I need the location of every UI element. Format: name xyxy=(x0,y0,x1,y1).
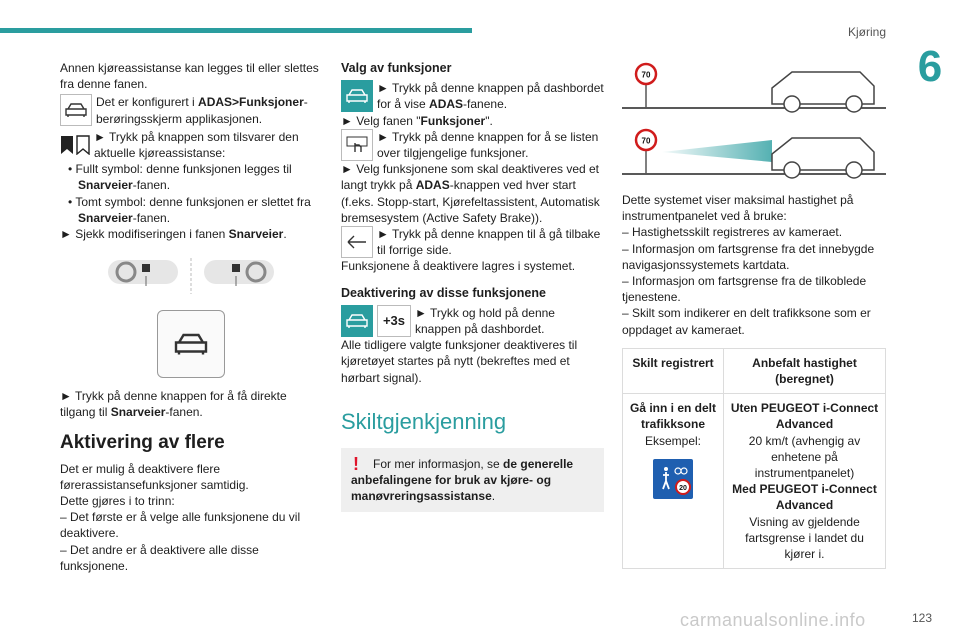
step-2-text: ► Velg fanen "Funksjoner". xyxy=(341,113,493,128)
bookmark-outline-icon xyxy=(76,135,90,155)
press-button-text: ► Trykk på knappen som tilsvarer den aktuelle kjøreassistanse: xyxy=(94,129,299,161)
multi-text-4: – Det andre er å deaktivere alle disse funksjonene. xyxy=(60,542,259,573)
table-row xyxy=(623,394,886,569)
car-icon xyxy=(344,311,370,331)
pedestrian-bicycle-sign-icon xyxy=(653,459,693,499)
table-header-speed: Anbefalt hastighet (beregnet) xyxy=(724,348,886,393)
multi-text-3: – Det første er å velge alle funksjonene du vil deaktivere. xyxy=(60,510,301,541)
list-item-3: – Informasjon om fartsgrense fra de tilkoblede tjenestene. xyxy=(622,274,867,305)
deact-text-1: ► Trykk og hold på denne knappen på dashbordet. xyxy=(415,305,555,337)
check-text: ► Sjekk modifiseringen i fanen Snarveier. xyxy=(60,227,287,242)
road-figure-1 xyxy=(622,60,886,116)
column-right xyxy=(622,60,886,569)
intro-text: Annen kjøreassistanse kan legges til eller slettes fra denne fanen. xyxy=(60,61,319,92)
press-button-row xyxy=(60,129,322,161)
top-accent-bar xyxy=(0,28,472,33)
steering-wheel-icon xyxy=(60,256,322,296)
warning-note-text: For mer informasjon, se de generelle anbefalingene for bruk av kjøre- og manøvreringsassistanse. xyxy=(351,456,574,504)
dashboard-button-row xyxy=(341,80,604,112)
chapter-number: 6 xyxy=(917,42,943,91)
speed-sign-icon xyxy=(636,64,656,84)
step-3-text: ► Trykk på denne knappen for å se listen over tilgjengelige funksjoner. xyxy=(377,129,599,161)
step-4-text: ► Velg funksjonene som skal deaktiveres ved et langt trykk på ADAS-knappen ved hver start (f.eks. Stopp-start, Kjørefeltassistent, Automatisk bremsesystem (Active Safety Brake)). xyxy=(341,162,600,225)
bullet-empty-symbol: • Tomt symbol: denne funksjonen er slettet fra Snarveier-fanen. xyxy=(68,194,311,225)
touch-hand-icon xyxy=(344,135,370,155)
back-button-row xyxy=(341,226,604,258)
zone-speed-text: 20 xyxy=(679,484,687,492)
table-header-sign: Skilt registrert xyxy=(623,348,724,393)
heading-sign-recognition: Skiltgjenkjenning xyxy=(341,408,507,434)
step-6-text: Funksjonene å deaktivere lagres i systemet. xyxy=(341,259,576,274)
deact-text-2: Alle tidligere valgte funksjoner deaktiveres til kjøretøyet startes på nytt (bekreftes med et hørbart signal). xyxy=(341,338,578,385)
hold-3s-icon: +3s xyxy=(377,305,411,337)
adas-hold-icon-box xyxy=(341,305,373,337)
warning-icon: ! xyxy=(353,453,359,474)
multi-text-1: Det er mulig å deaktivere flere førerassistansefunksjoner samtidig. xyxy=(60,461,249,492)
without-connect-value: 20 km/t (avhengig av enhetene på instrumentpanelet) xyxy=(748,433,861,481)
heading-select-functions: Valg av funksjoner xyxy=(341,61,452,75)
shortcut-button[interactable] xyxy=(157,310,225,378)
car-icon xyxy=(344,86,370,106)
step-1-text: ► Trykk på denne knappen på dashbordet for å vise ADAS-fanene. xyxy=(377,81,604,112)
system-description: Dette systemet viser maksimal hastighet på instrumentpanelet ved å bruke: xyxy=(622,193,854,224)
table-cell-sign xyxy=(623,394,724,569)
back-icon-box xyxy=(341,226,373,258)
car-icon xyxy=(63,100,89,120)
list-item-4: – Skilt som indikerer en delt trafikksone som er oppdaget av kameraet. xyxy=(622,306,871,337)
configured-text: Det er konfigurert i ADAS>Funksjoner-berøringsskjerm applikasjonen. xyxy=(96,95,308,126)
configured-row xyxy=(60,94,322,126)
with-connect-label: Med PEUGEOT i-Connect Advanced xyxy=(732,482,877,513)
warning-note xyxy=(341,448,604,513)
speed-sign-text-1: 70 xyxy=(641,70,651,80)
example-label: Eksempel: xyxy=(644,433,702,448)
without-connect-label: Uten PEUGEOT i-Connect Advanced xyxy=(730,401,879,432)
table-cell-speed xyxy=(724,394,886,569)
heading-multiple: Aktivering av flere xyxy=(60,431,225,453)
shortcut-button-figure xyxy=(60,310,322,378)
speed-sign-text-2: 70 xyxy=(641,136,651,146)
step-5-text: ► Trykk på denne knappen til å gå tilbake til forrige side. xyxy=(377,227,601,258)
list-item-1: – Hastighetsskilt registreres av kameraet. xyxy=(622,225,843,240)
page-number: 123 xyxy=(911,611,932,625)
with-connect-value: Visning av gjeldende fartsgrense i landet du kjører i. xyxy=(745,514,864,562)
shared-zone-label: Gå inn i en delt trafikksone xyxy=(629,401,716,432)
back-arrow-icon xyxy=(344,232,370,252)
sign-table xyxy=(622,348,886,569)
touch-button-row xyxy=(341,129,604,161)
multi-text-2: Dette gjøres i to trinn: xyxy=(60,494,175,509)
adas-button-icon-box xyxy=(341,80,373,112)
table-header-row xyxy=(623,348,886,393)
bookmark-icon xyxy=(60,135,74,155)
bookmark-icons xyxy=(60,129,90,161)
heading-deactivate: Deaktivering av disse funksjonene xyxy=(341,285,546,300)
bullet-full-symbol: • Fullt symbol: denne funksjonen legges til Snarveier-fanen. xyxy=(68,162,292,193)
road-figure-2 xyxy=(622,126,886,182)
hold-button-row xyxy=(341,305,604,337)
touch-icon-box xyxy=(341,129,373,161)
car-icon-box xyxy=(60,94,92,126)
direct-access-text: ► Trykk på denne knappen for å få direkte tilgang til Snarveier-fanen. xyxy=(60,389,287,420)
column-left xyxy=(60,60,322,574)
steering-wheel-figure xyxy=(60,256,322,296)
speed-sign-icon xyxy=(636,130,656,150)
car-icon xyxy=(169,329,213,359)
section-title: Kjøring xyxy=(847,25,886,39)
list-item-2: – Informasjon om fartsgrense fra det innebygde navigasjonssystemets kartdata. xyxy=(622,241,875,272)
column-middle xyxy=(341,60,604,512)
watermark: carmanualsonline.info xyxy=(680,610,866,630)
